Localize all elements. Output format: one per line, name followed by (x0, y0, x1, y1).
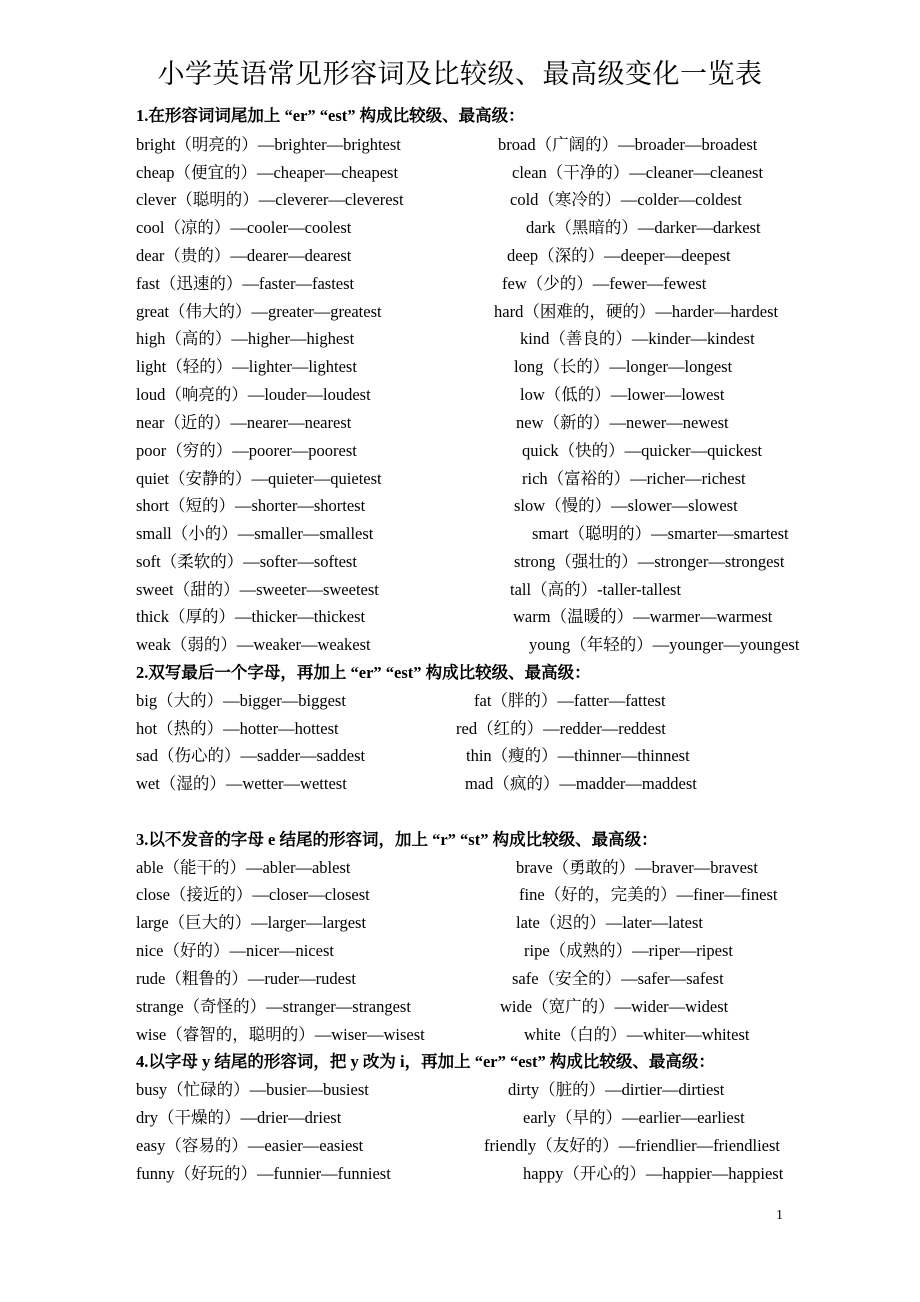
list-item: busy（忙碌的）—busier—busiest (136, 1080, 369, 1099)
list-item: quick（快的）—quicker—quickest (522, 441, 763, 460)
list-item: light（轻的）—lighter—lightest (136, 357, 357, 376)
list-item: dear（贵的）—dearer—dearest (136, 246, 352, 265)
page-title: 小学英语常见形容词及比较级、最高级变化一览表 (157, 59, 763, 90)
list-item: strange（奇怪的）—stranger—strangest (136, 997, 411, 1016)
list-item: ripe（成熟的）—riper—ripest (524, 941, 733, 960)
list-item: warm（温暖的）—warmer—warmest (513, 607, 773, 626)
list-item: dry（干燥的）—drier—driest (136, 1108, 342, 1127)
list-item: easy（容易的）—easier—easiest (136, 1136, 364, 1155)
list-item: long（长的）—longer—longest (514, 357, 733, 376)
list-item: big（大的）—bigger—biggest (136, 691, 346, 710)
section-1-heading: 1.在形容词词尾加上 “er” “est” 构成比较级、最高级： (136, 106, 525, 125)
list-item: strong（强壮的）—stronger—strongest (514, 552, 785, 571)
list-item: fat（胖的）—fatter—fattest (474, 691, 666, 710)
list-item: hard（困难的，硬的）—harder—hardest (494, 302, 779, 321)
list-item: kind（善良的）—kinder—kindest (520, 329, 755, 348)
list-item: weak（弱的）—weaker—weakest (136, 635, 371, 654)
list-item: red（红的）—redder—reddest (456, 719, 666, 738)
list-item: loud（响亮的）—louder—loudest (136, 385, 371, 404)
list-item: brave（勇敢的）—braver—bravest (516, 858, 758, 877)
list-item: thick（厚的）—thicker—thickest (136, 607, 366, 626)
list-item: hot（热的）—hotter—hottest (136, 719, 339, 738)
list-item: thin（瘦的）—thinner—thinnest (466, 746, 690, 765)
list-item: rude（粗鲁的）—ruder—rudest (136, 969, 356, 988)
list-item: wide（宽广的）—wider—widest (500, 997, 729, 1016)
list-item: safe（安全的）—safer—safest (512, 969, 724, 988)
list-item: poor（穷的）—poorer—poorest (136, 441, 357, 460)
page-number: 1 (776, 1208, 783, 1223)
list-item: dark（黑暗的）—darker—darkest (526, 218, 761, 237)
list-item: late（迟的）—later—latest (516, 913, 703, 932)
list-item: friendly（友好的）—friendlier—friendliest (484, 1136, 781, 1155)
list-item: broad（广阔的）—broader—broadest (498, 135, 758, 154)
list-item: fast（迅速的）—faster—fastest (136, 274, 355, 293)
list-item: near（近的）—nearer—nearest (136, 413, 352, 432)
list-item: deep（深的）—deeper—deepest (507, 246, 731, 265)
list-item: dirty（脏的）—dirtier—dirtiest (508, 1080, 725, 1099)
list-item: great（伟大的）—greater—greatest (136, 302, 382, 321)
list-item: tall（高的）-taller-tallest (510, 580, 682, 599)
list-item: funny（好玩的）—funnier—funniest (136, 1164, 391, 1183)
list-item: new（新的）—newer—newest (516, 413, 729, 432)
list-item: high（高的）—higher—highest (136, 329, 355, 348)
list-item: able（能干的）—abler—ablest (136, 858, 351, 877)
list-item: few（少的）—fewer—fewest (502, 274, 707, 293)
list-item: quiet（安静的）—quieter—quietest (136, 469, 382, 488)
list-item: clean（干净的）—cleaner—cleanest (512, 163, 764, 182)
list-item: happy（开心的）—happier—happiest (523, 1164, 784, 1183)
list-item: bright（明亮的）—brighter—brightest (136, 135, 401, 154)
list-item: sad（伤心的）—sadder—saddest (136, 746, 366, 765)
list-item: large（巨大的）—larger—largest (136, 913, 367, 932)
section-4-heading: 4.以字母 y 结尾的形容词，把 y 改为 i，再加上 “er” “est” 构成比较级、最高级： (136, 1052, 715, 1071)
list-item: cold（寒冷的）—colder—coldest (510, 190, 742, 209)
list-item: early（早的）—earlier—earliest (523, 1108, 745, 1127)
list-item: young（年轻的）—younger—youngest (529, 635, 800, 654)
list-item: smart（聪明的）—smarter—smartest (532, 524, 789, 543)
list-item: wet（湿的）—wetter—wettest (136, 774, 347, 793)
list-item: slow（慢的）—slower—slowest (514, 496, 738, 515)
list-item: wise（睿智的，聪明的）—wiser—wisest (136, 1025, 425, 1044)
list-item: nice（好的）—nicer—nicest (136, 941, 334, 960)
section-2-heading: 2.双写最后一个字母，再加上 “er” “est” 构成比较级、最高级： (136, 663, 591, 682)
list-item: cool（凉的）—cooler—coolest (136, 218, 352, 237)
list-item: mad（疯的）—madder—maddest (465, 774, 697, 793)
list-item: small（小的）—smaller—smallest (136, 524, 374, 543)
list-item: low（低的）—lower—lowest (520, 385, 725, 404)
list-item: soft（柔软的）—softer—softest (136, 552, 357, 571)
list-item: short（短的）—shorter—shortest (136, 496, 366, 515)
list-item: close（接近的）—closer—closest (136, 885, 370, 904)
list-item: sweet（甜的）—sweeter—sweetest (136, 580, 379, 599)
list-item: cheap（便宜的）—cheaper—cheapest (136, 163, 399, 182)
list-item: white（白的）—whiter—whitest (524, 1025, 750, 1044)
list-item: fine（好的，完美的）—finer—finest (519, 885, 778, 904)
section-3-heading: 3.以不发音的字母 e 结尾的形容词，加上 “r” “st” 构成比较级、最高级： (136, 830, 658, 849)
list-item: clever（聪明的）—cleverer—cleverest (136, 190, 404, 209)
list-item: rich（富裕的）—richer—richest (522, 469, 746, 488)
